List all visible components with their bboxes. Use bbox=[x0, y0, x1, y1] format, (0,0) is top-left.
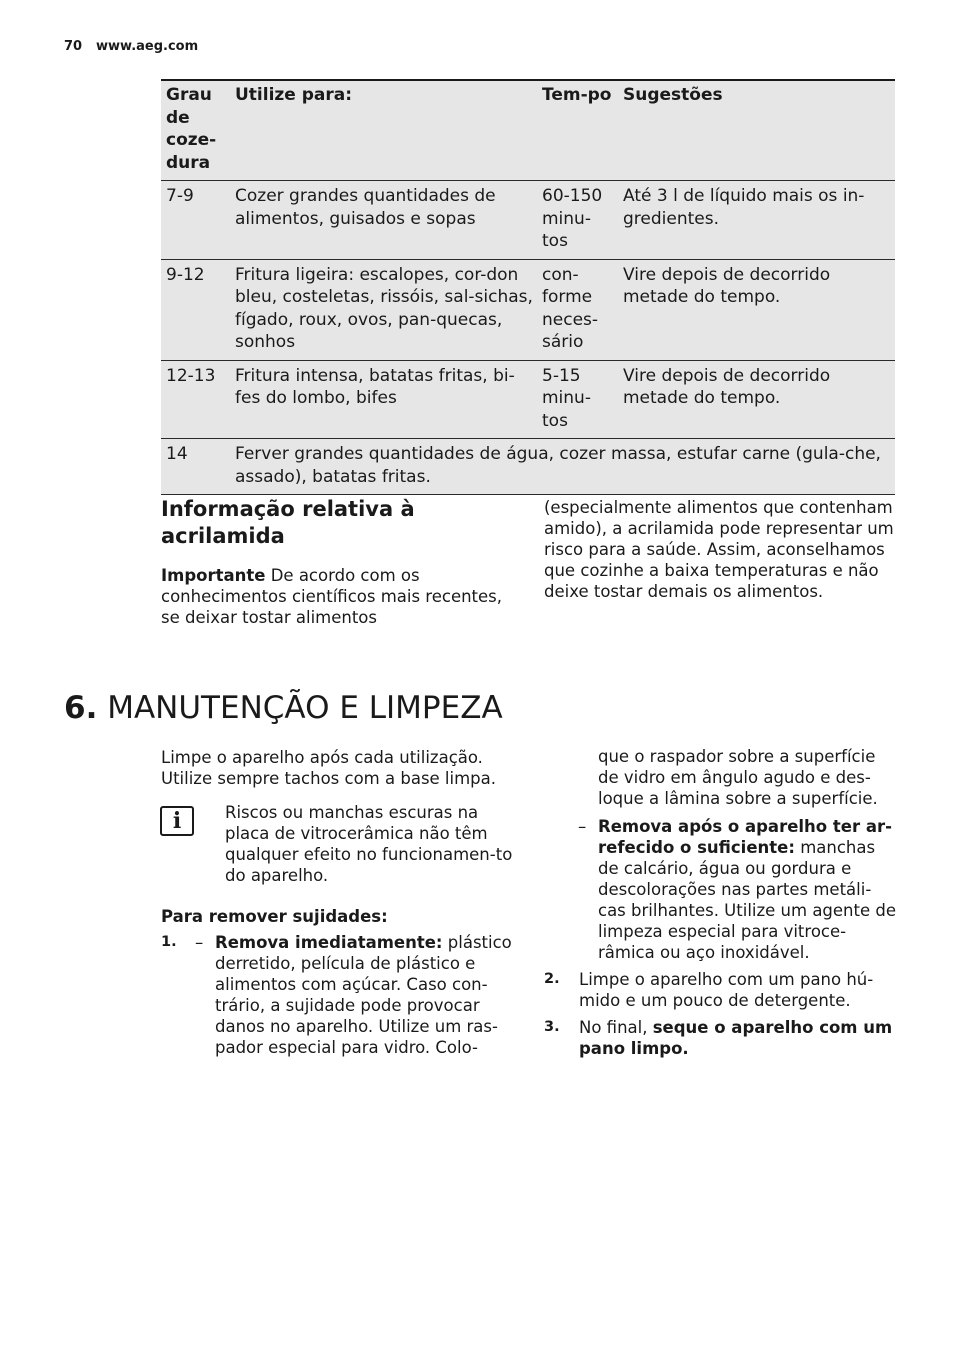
step-1-part-a bbox=[215, 932, 525, 1058]
acrylamide-text-right: (especialmente alimentos que contenham amido), a acrilamida pode representar um risco para a saúde. Assim, aconselhamos que cozinhe a baixa temperaturas e não deixe tostar demais os alimentos. bbox=[544, 498, 894, 601]
table-cell: Ferver grandes quantidades de água, cozer massa, estufar carne (gula-che, assado), batatas fritas. bbox=[230, 439, 895, 495]
table-cell: 5-15 minu-tos bbox=[537, 360, 618, 439]
step-1-b-text: manchas de calcário, água ou gordura e descolorações nas partes metáli-cas brilhantes. Utilize um agente de limpeza especial para vitroce-râmica ou aço inoxidável. bbox=[598, 838, 896, 962]
acrylamide-heading: Informação relativa à acrilamida bbox=[161, 497, 415, 548]
table-cell: 9-12 bbox=[161, 259, 230, 360]
table-cell: con-forme neces-sário bbox=[537, 259, 618, 360]
column-header: Sugestões bbox=[618, 80, 895, 181]
table-cell: Vire depois de decorrido metade do tempo. bbox=[618, 259, 895, 360]
step-1-part-a-continued: que o raspador sobre a superfície de vidro em ângulo agudo e des-loque a lâmina sobre a superfície. bbox=[598, 747, 878, 808]
step-3 bbox=[579, 1017, 899, 1059]
table-cell: 60-150 minu-tos bbox=[537, 181, 618, 260]
acrylamide-text-left bbox=[161, 565, 521, 628]
website: www.aeg.com bbox=[96, 39, 199, 54]
table-header-row bbox=[161, 80, 895, 181]
table-cell: Fritura ligeira: escalopes, cor-don bleu, costeletas, rissóis, sal-sichas, fígado, roux, ovos, pan-quecas, sonhos bbox=[230, 259, 537, 360]
step-1-b-bold: Remova após o aparelho ter ar-refecido o suficiente: bbox=[598, 817, 892, 857]
info-icon-glyph: i bbox=[172, 808, 182, 834]
section-title-text: MANUTENÇÃO E LIMPEZA bbox=[107, 690, 503, 726]
step-number: 2. bbox=[544, 971, 560, 987]
section-title bbox=[64, 688, 503, 728]
info-note: Riscos ou manchas escuras na placa de vitrocerâmica não têm qualquer efeito no funcionamen-to do aparelho. bbox=[225, 803, 513, 885]
table-cell: 12-13 bbox=[161, 360, 230, 439]
table-cell: Cozer grandes quantidades de alimentos, guisados e sopas bbox=[230, 181, 537, 260]
column-header: Utilize para: bbox=[230, 80, 537, 181]
cooking-levels-table bbox=[161, 79, 895, 495]
step-number: 3. bbox=[544, 1019, 560, 1035]
column-header: Grau de coze-dura bbox=[161, 80, 230, 181]
table-cell: 7-9 bbox=[161, 181, 230, 260]
important-label: Importante bbox=[161, 566, 266, 585]
section-number: 6. bbox=[64, 690, 98, 726]
dash-bullet: – bbox=[195, 933, 204, 952]
subheading: Para remover sujidades: bbox=[161, 907, 388, 926]
step-1-a-bold: Remova imediatamente: bbox=[215, 933, 443, 952]
dash-bullet: – bbox=[578, 817, 587, 836]
intro-text: Limpe o aparelho após cada utilização. Utilize sempre tachos com a base limpa. bbox=[161, 748, 497, 788]
table-row bbox=[161, 181, 895, 260]
step-1-part-b bbox=[598, 816, 898, 963]
table-row bbox=[161, 259, 895, 360]
step-number: 1. bbox=[161, 934, 177, 950]
table-cell: Fritura intensa, batatas fritas, bi-fes do lombo, bifes bbox=[230, 360, 537, 439]
step-1-a-text: plástico derretido, película de plástico e alimentos com açúcar. Caso con-trário, a sujidade pode provocar danos no aparelho. Utilize um ras-pador especial para vidro. Colo- bbox=[215, 933, 512, 1057]
info-icon bbox=[160, 806, 194, 836]
table-cell: Vire depois de decorrido metade do tempo. bbox=[618, 360, 895, 439]
step-2: Limpe o aparelho com um pano hú-mido e um pouco de detergente. bbox=[579, 970, 874, 1010]
acrylamide-left-text: De acordo com os conhecimentos científicos mais recentes, se deixar tostar alimentos bbox=[161, 566, 503, 627]
column-header: Tem-po bbox=[537, 80, 618, 181]
table-row bbox=[161, 439, 895, 495]
table-cell: 14 bbox=[161, 439, 230, 495]
table-row bbox=[161, 360, 895, 439]
page-number: 70 bbox=[64, 39, 83, 54]
step-3-text: No final, bbox=[579, 1018, 653, 1037]
step-3-bold: seque o aparelho com um pano limpo. bbox=[579, 1018, 893, 1058]
table-cell: Até 3 l de líquido mais os in-gredientes. bbox=[618, 181, 895, 260]
